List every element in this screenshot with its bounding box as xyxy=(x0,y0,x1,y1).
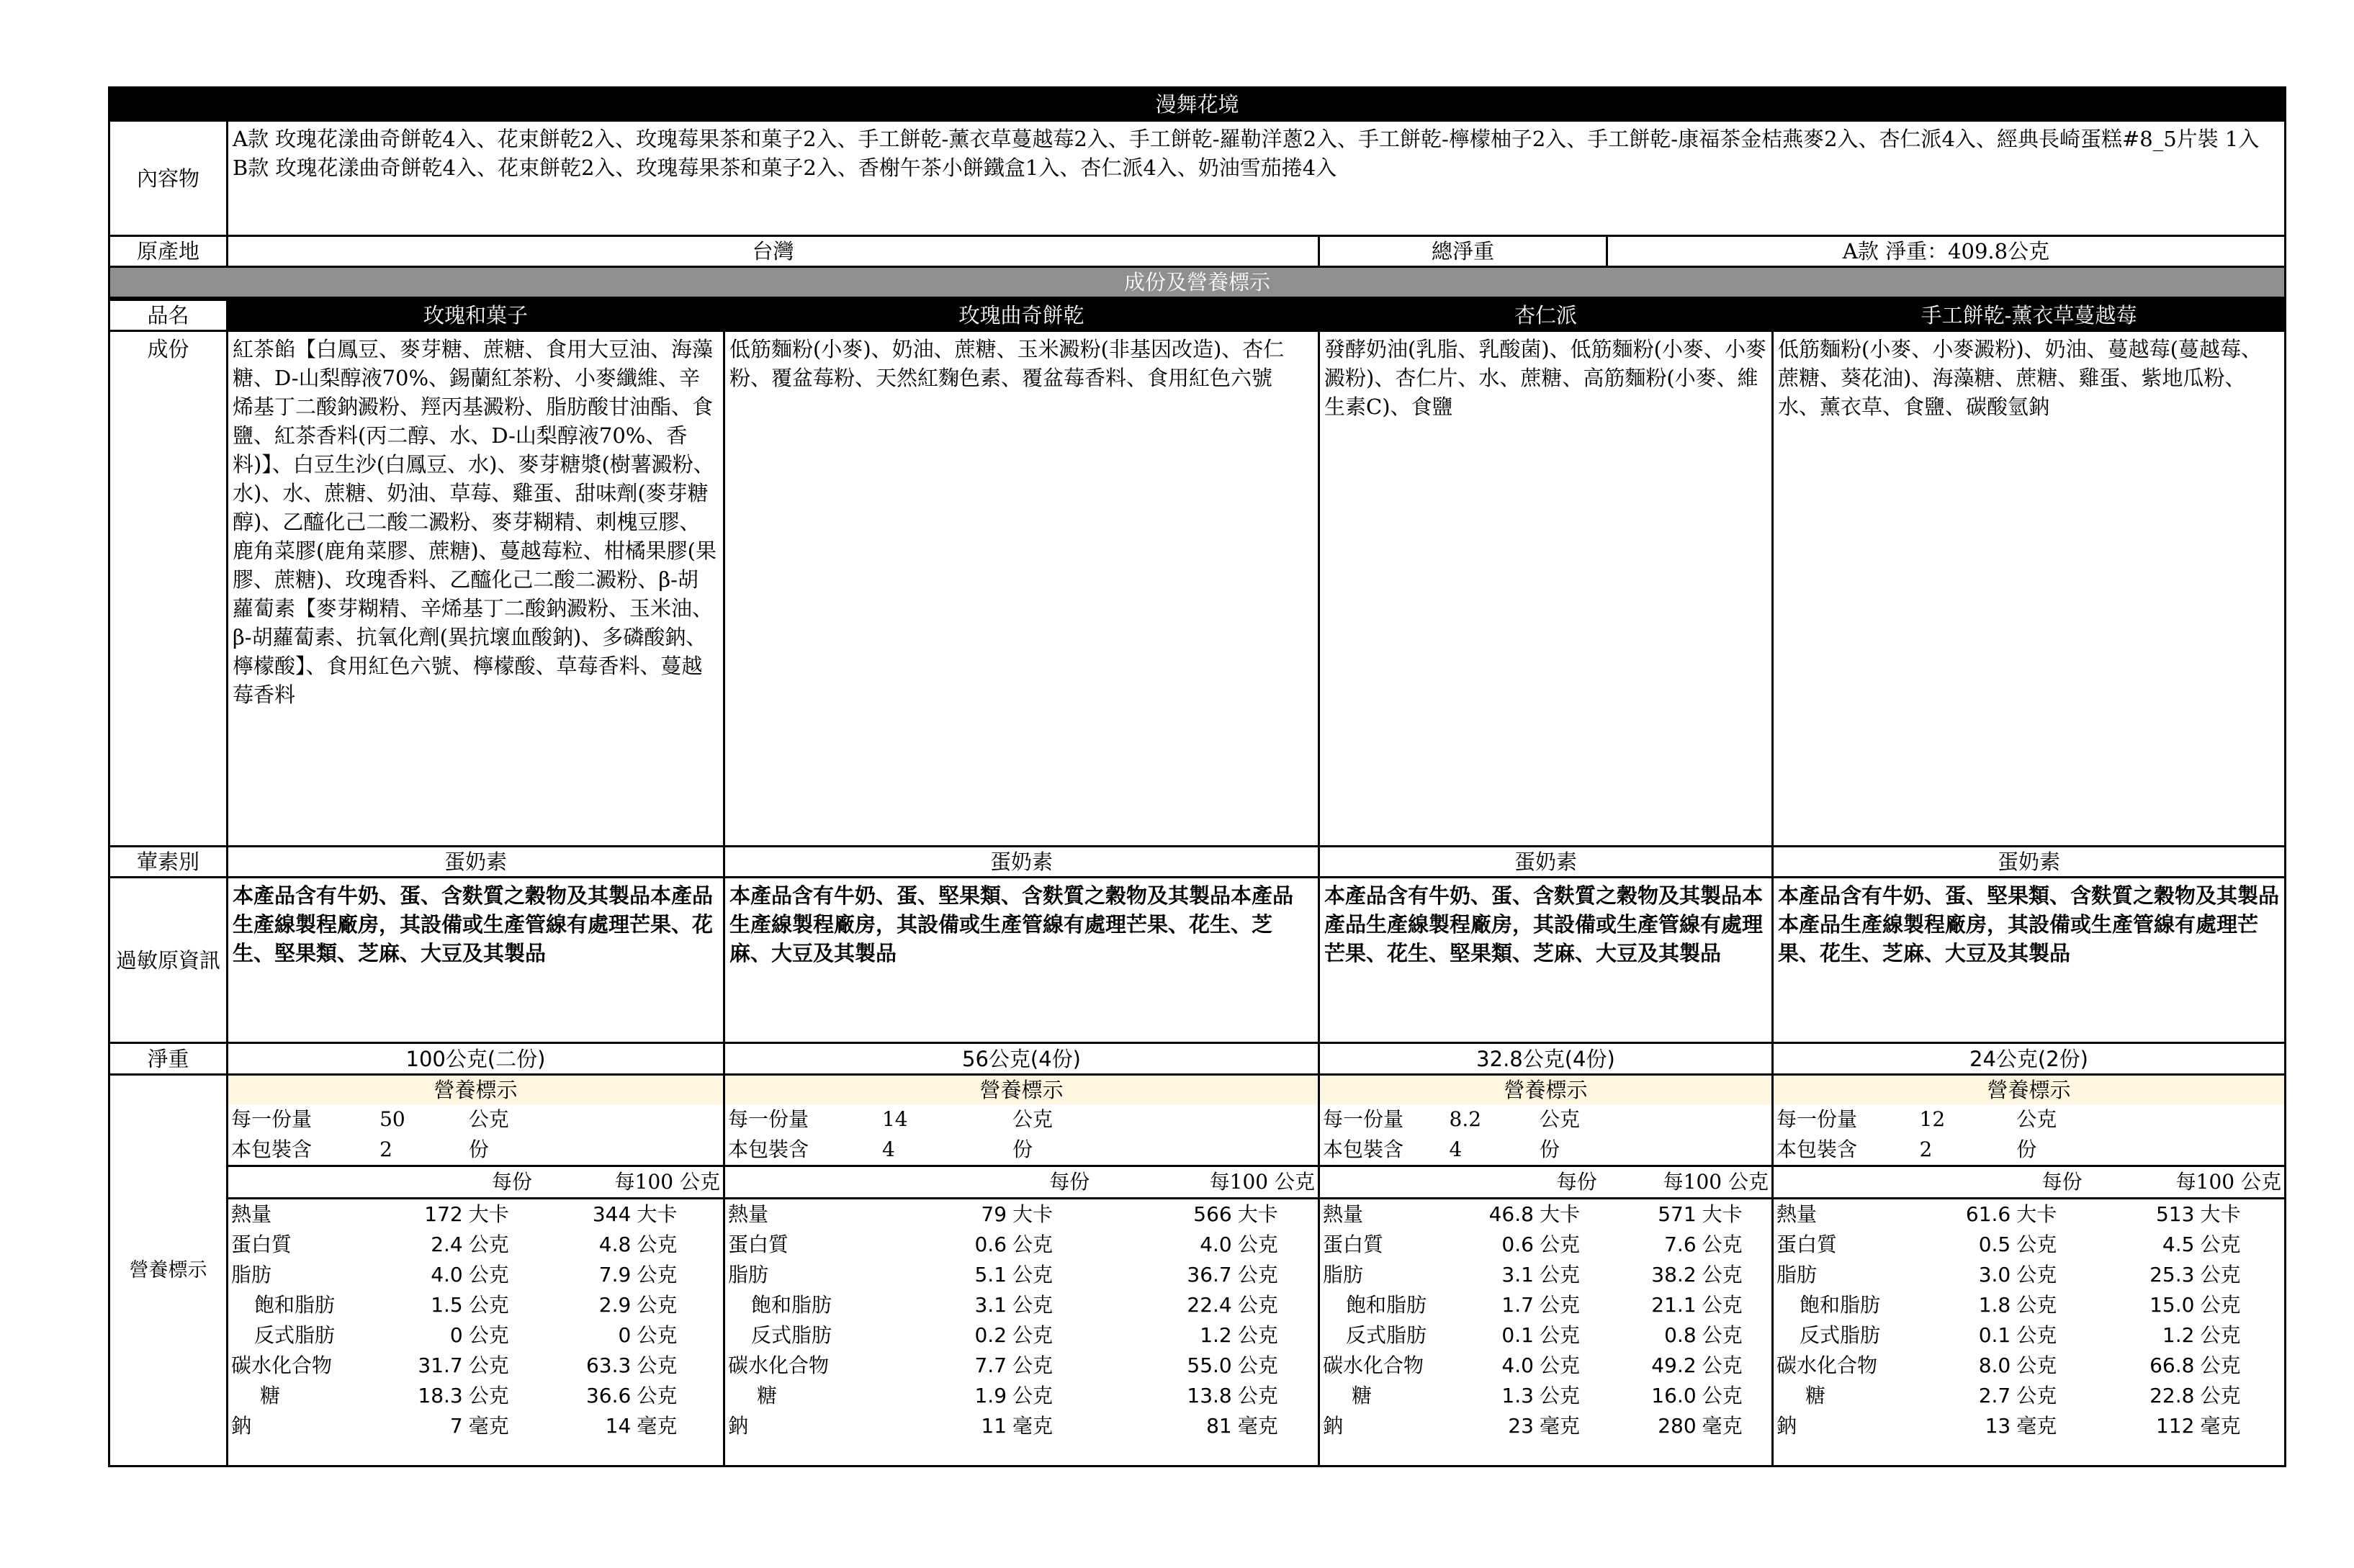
fat-100: 36.7 xyxy=(1187,1263,1232,1287)
gram-unit: 公克 xyxy=(637,1293,678,1317)
serving-size-unit: 公克 xyxy=(468,1107,509,1131)
nutrition-table xyxy=(725,1104,1318,1441)
trans-fat-label: 反式脂肪 xyxy=(1800,1323,1881,1347)
gram-unit: 公克 xyxy=(637,1353,678,1377)
servings-value: 4 xyxy=(1449,1137,1463,1161)
fat-serving: 3.1 xyxy=(1501,1263,1534,1287)
nutrition-panel-1 xyxy=(228,1075,724,1466)
protein-100: 4.0 xyxy=(1200,1233,1232,1256)
gram-unit: 公克 xyxy=(1702,1384,1743,1407)
per-100-header: 每100 公克 xyxy=(2085,1166,2284,1199)
sat-fat-label: 飽和脂肪 xyxy=(1800,1293,1881,1317)
product-detail-table xyxy=(108,299,2286,1467)
gram-unit: 公克 xyxy=(637,1384,678,1407)
sugar-100: 16.0 xyxy=(1651,1384,1697,1407)
diet-1: 蛋奶素 xyxy=(228,847,724,878)
mg-unit: 毫克 xyxy=(637,1414,678,1438)
allergen-label: 過敏原資訊 xyxy=(109,878,228,1043)
net-weight-3: 32.8公克(4份) xyxy=(1319,1043,1773,1075)
gram-unit: 公克 xyxy=(1237,1233,1278,1256)
trans-fat-100: 0 xyxy=(618,1323,632,1347)
sodium-serving: 11 xyxy=(981,1414,1007,1438)
trans-fat-label: 反式脂肪 xyxy=(254,1323,336,1347)
trans-fat-100: 1.2 xyxy=(1200,1323,1232,1347)
gram-unit: 公克 xyxy=(1012,1323,1054,1347)
nutrition-table xyxy=(1774,1104,2284,1441)
mg-unit: 毫克 xyxy=(2016,1414,2057,1438)
gram-unit: 公克 xyxy=(1702,1293,1743,1317)
serving-size-label: 每一份量 xyxy=(728,1107,809,1131)
servings-unit: 份 xyxy=(1012,1137,1033,1161)
protein-100: 4.8 xyxy=(598,1233,632,1256)
sat-fat-serving: 1.5 xyxy=(431,1293,463,1317)
net-total-value: A款 淨重：409.8公克 xyxy=(1607,236,2286,267)
gram-unit: 公克 xyxy=(2016,1293,2057,1317)
trans-fat-label: 反式脂肪 xyxy=(751,1323,832,1347)
calories-serving: 79 xyxy=(879,1199,1010,1230)
gram-unit: 公克 xyxy=(2200,1384,2241,1407)
gram-unit: 公克 xyxy=(1539,1263,1580,1287)
sodium-label: 鈉 xyxy=(231,1414,252,1438)
gram-unit: 公克 xyxy=(637,1323,678,1347)
gram-unit: 公克 xyxy=(2016,1323,2057,1347)
diet-2: 蛋奶素 xyxy=(724,847,1319,878)
servings-label: 本包裝含 xyxy=(1776,1137,1858,1161)
serving-size-value: 12 xyxy=(1919,1107,1946,1131)
per-100-header: 每100 公克 xyxy=(535,1166,723,1199)
serving-size-unit: 公克 xyxy=(1012,1107,1054,1131)
gram-unit: 公克 xyxy=(1237,1384,1278,1407)
gram-unit: 公克 xyxy=(468,1263,509,1287)
product-name-1: 玫瑰和菓子 xyxy=(228,300,724,331)
fat-serving: 4.0 xyxy=(431,1263,463,1287)
servings-unit: 份 xyxy=(468,1137,489,1161)
gram-unit: 公克 xyxy=(1012,1233,1054,1256)
carbs-serving: 7.7 xyxy=(974,1353,1007,1377)
gram-unit: 公克 xyxy=(2016,1384,2057,1407)
product-name-4: 手工餅乾-薰衣草蔓越莓 xyxy=(1773,300,2286,331)
protein-100: 4.5 xyxy=(2162,1233,2195,1256)
gram-unit: 公克 xyxy=(1702,1233,1743,1256)
gram-unit: 公克 xyxy=(1237,1323,1278,1347)
servings-unit: 份 xyxy=(1539,1137,1560,1161)
sodium-label: 鈉 xyxy=(728,1414,749,1438)
sat-fat-label: 飽和脂肪 xyxy=(1346,1293,1427,1317)
servings-value: 2 xyxy=(379,1137,392,1161)
protein-label: 蛋白質 xyxy=(1323,1233,1384,1256)
servings-label: 本包裝含 xyxy=(728,1137,809,1161)
calories-label: 熱量 xyxy=(228,1199,377,1230)
protein-label: 蛋白質 xyxy=(1776,1233,1838,1256)
sugar-100: 22.8 xyxy=(2149,1384,2195,1407)
gram-unit: 公克 xyxy=(1237,1263,1278,1287)
protein-serving: 0.6 xyxy=(974,1233,1007,1256)
ingredients-label: 成份 xyxy=(109,331,228,847)
diet-3: 蛋奶素 xyxy=(1319,847,1773,878)
gram-unit: 公克 xyxy=(1237,1293,1278,1317)
trans-fat-serving: 0.1 xyxy=(1501,1323,1534,1347)
allergen-2: 本產品含有牛奶、蛋、堅果類、含麩質之穀物及其製品本產品生產線製程廠房，其設備或生產管線有處理芒果、花生、芝麻、大豆及其製品 xyxy=(724,878,1319,1043)
net-weight-label: 淨重 xyxy=(109,1043,228,1075)
nutrition-header: 營養標示 xyxy=(228,1076,723,1104)
sat-fat-100: 21.1 xyxy=(1651,1293,1697,1317)
gram-unit: 公克 xyxy=(2016,1233,2057,1256)
product-label-sheet xyxy=(108,86,2284,1467)
name-label: 品名 xyxy=(109,300,228,331)
gram-unit: 公克 xyxy=(1702,1263,1743,1287)
product-label-table xyxy=(108,86,2286,299)
gram-unit: 公克 xyxy=(1539,1233,1580,1256)
gram-unit: 公克 xyxy=(2200,1263,2241,1287)
allergen-3: 本產品含有牛奶、蛋、含麩質之穀物及其製品本產品生產線製程廠房，其設備或生產管線有處理芒果、花生、堅果類、芝麻、大豆及其製品 xyxy=(1319,878,1773,1043)
servings-label: 本包裝含 xyxy=(231,1137,313,1161)
nutrition-header: 營養標示 xyxy=(1774,1076,2284,1104)
kcal-unit: 大卡 xyxy=(1235,1199,1318,1230)
section-title: 成份及營養標示 xyxy=(109,267,2286,298)
contents-b: B款 玫瑰花漾曲奇餅乾4入、花束餅乾2入、玫瑰莓果茶和菓子2入、香榭午茶小餅鐵盒1入、杏仁派4入、奶油雪茄捲4入 xyxy=(233,156,1337,180)
gram-unit: 公克 xyxy=(468,1353,509,1377)
kcal-unit: 大卡 xyxy=(1699,1199,1771,1230)
sat-fat-serving: 1.8 xyxy=(1978,1293,2011,1317)
contents-label: 內容物 xyxy=(109,121,228,236)
carbs-serving: 31.7 xyxy=(418,1353,463,1377)
trans-fat-100: 1.2 xyxy=(2162,1323,2195,1347)
gram-unit: 公克 xyxy=(1012,1263,1054,1287)
carbs-100: 49.2 xyxy=(1651,1353,1697,1377)
sugar-100: 36.6 xyxy=(585,1384,632,1407)
ingredients-3: 發酵奶油(乳脂、乳酸菌)、低筋麵粉(小麥、小麥澱粉)、杏仁片、水、蔗糖、高筋麵粉(小麥、維生素C)、食鹽 xyxy=(1319,331,1773,847)
gram-unit: 公克 xyxy=(468,1323,509,1347)
protein-label: 蛋白質 xyxy=(231,1233,292,1256)
calories-100: 344 xyxy=(535,1199,634,1230)
sodium-serving: 23 xyxy=(1508,1414,1534,1438)
gram-unit: 公克 xyxy=(1702,1353,1743,1377)
fat-label: 脂肪 xyxy=(1323,1263,1364,1287)
serving-size-label: 每一份量 xyxy=(231,1107,313,1131)
gram-unit: 公克 xyxy=(1539,1323,1580,1347)
gram-unit: 公克 xyxy=(468,1293,509,1317)
gram-unit: 公克 xyxy=(1539,1293,1580,1317)
net-weight-1: 100公克(二份) xyxy=(228,1043,724,1075)
product-name-2: 玫瑰曲奇餅乾 xyxy=(724,300,1319,331)
sodium-label: 鈉 xyxy=(1323,1414,1344,1438)
gram-unit: 公克 xyxy=(1012,1293,1054,1317)
fat-serving: 5.1 xyxy=(974,1263,1007,1287)
sugar-serving: 18.3 xyxy=(418,1384,463,1407)
serving-size-unit: 公克 xyxy=(2016,1107,2057,1131)
carbs-100: 66.8 xyxy=(2149,1353,2195,1377)
serving-size-label: 每一份量 xyxy=(1323,1107,1404,1131)
carbs-100: 55.0 xyxy=(1187,1353,1232,1377)
gram-unit: 公克 xyxy=(1012,1353,1054,1377)
gram-unit: 公克 xyxy=(1012,1384,1054,1407)
calories-100: 513 xyxy=(2085,1199,2197,1230)
protein-serving: 0.6 xyxy=(1501,1233,1534,1256)
carbs-serving: 8.0 xyxy=(1978,1353,2011,1377)
page-title: 漫舞花境 xyxy=(109,88,2286,121)
nutrition-table xyxy=(1320,1104,1771,1441)
mg-unit: 毫克 xyxy=(468,1414,509,1438)
calories-serving: 172 xyxy=(377,1199,466,1230)
nutrition-label: 營養標示 xyxy=(109,1075,228,1466)
sodium-100: 81 xyxy=(1206,1414,1232,1438)
net-weight-4: 24公克(2份) xyxy=(1773,1043,2286,1075)
gram-unit: 公克 xyxy=(468,1384,509,1407)
mg-unit: 毫克 xyxy=(1539,1414,1580,1438)
serving-size-value: 50 xyxy=(379,1107,405,1131)
kcal-unit: 大卡 xyxy=(2197,1199,2284,1230)
servings-unit: 份 xyxy=(2016,1137,2037,1161)
sat-fat-serving: 3.1 xyxy=(974,1293,1007,1317)
kcal-unit: 大卡 xyxy=(2013,1199,2085,1230)
diet-label: 葷素別 xyxy=(109,847,228,878)
calories-100: 566 xyxy=(1092,1199,1235,1230)
sat-fat-100: 15.0 xyxy=(2149,1293,2195,1317)
gram-unit: 公克 xyxy=(2200,1233,2241,1256)
gram-unit: 公克 xyxy=(2016,1353,2057,1377)
gram-unit: 公克 xyxy=(2200,1293,2241,1317)
sugar-serving: 1.9 xyxy=(974,1384,1007,1407)
sodium-label: 鈉 xyxy=(1776,1414,1797,1438)
fat-label: 脂肪 xyxy=(231,1263,272,1287)
gram-unit: 公克 xyxy=(2200,1353,2241,1377)
diet-4: 蛋奶素 xyxy=(1773,847,2286,878)
sat-fat-100: 2.9 xyxy=(598,1293,632,1317)
calories-serving: 61.6 xyxy=(1917,1199,2014,1230)
protein-100: 7.6 xyxy=(1664,1233,1697,1256)
fat-label: 脂肪 xyxy=(728,1263,769,1287)
sodium-100: 280 xyxy=(1658,1414,1697,1438)
trans-fat-serving: 0.1 xyxy=(1978,1323,2011,1347)
mg-unit: 毫克 xyxy=(1012,1414,1054,1438)
calories-label: 熱量 xyxy=(1320,1199,1447,1230)
fat-100: 7.9 xyxy=(598,1263,632,1287)
trans-fat-serving: 0 xyxy=(449,1323,463,1347)
gram-unit: 公克 xyxy=(2200,1323,2241,1347)
sugar-label: 糖 xyxy=(1805,1384,1826,1407)
per-serving-header: 每份 xyxy=(1917,1166,2085,1199)
sodium-100: 14 xyxy=(605,1414,632,1438)
net-total-label: 總淨重 xyxy=(1319,236,1607,267)
per-100-header: 每100 公克 xyxy=(1600,1166,1771,1199)
per-100-header: 每100 公克 xyxy=(1092,1166,1318,1199)
nutrition-header: 營養標示 xyxy=(725,1076,1318,1104)
allergen-4: 本產品含有牛奶、蛋、堅果類、含麩質之穀物及其製品本產品生產線製程廠房，其設備或生產管線有處理芒果、花生、芝麻、大豆及其製品 xyxy=(1773,878,2286,1043)
carbs-100: 63.3 xyxy=(585,1353,632,1377)
servings-value: 2 xyxy=(1919,1137,1933,1161)
gram-unit: 公克 xyxy=(637,1233,678,1256)
per-serving-header: 每份 xyxy=(377,1166,535,1199)
gram-unit: 公克 xyxy=(1539,1384,1580,1407)
protein-label: 蛋白質 xyxy=(728,1233,789,1256)
fat-100: 38.2 xyxy=(1651,1263,1697,1287)
gram-unit: 公克 xyxy=(2016,1263,2057,1287)
sugar-label: 糖 xyxy=(260,1384,281,1407)
contents-cell xyxy=(228,121,2286,236)
carbs-label: 碳水化合物 xyxy=(1323,1353,1424,1377)
gram-unit: 公克 xyxy=(637,1263,678,1287)
calories-label: 熱量 xyxy=(1774,1199,1917,1230)
protein-serving: 0.5 xyxy=(1978,1233,2011,1256)
fat-label: 脂肪 xyxy=(1776,1263,1818,1287)
mg-unit: 毫克 xyxy=(2200,1414,2241,1438)
sugar-100: 13.8 xyxy=(1187,1384,1232,1407)
trans-fat-label: 反式脂肪 xyxy=(1346,1323,1427,1347)
ingredients-4: 低筋麵粉(小麥、小麥澱粉)、奶油、蔓越莓(蔓越莓、蔗糖、葵花油)、海藻糖、蔗糖、雞蛋、紫地瓜粉、水、薰衣草、食鹽、碳酸氫鈉 xyxy=(1773,331,2286,847)
carbs-label: 碳水化合物 xyxy=(1776,1353,1878,1377)
sodium-serving: 13 xyxy=(1985,1414,2011,1438)
mg-unit: 毫克 xyxy=(1702,1414,1743,1438)
ingredients-1: 紅茶餡【白鳳豆、麥芽糖、蔗糖、食用大豆油、海藻糖、D-山梨醇液70%、錫蘭紅茶粉、小麥纖維、辛烯基丁二酸鈉澱粉、羥丙基澱粉、脂肪酸甘油酯、食鹽、紅茶香料(丙二醇、水、D-山梨醇液70%、香料)】、白豆生沙(白鳳豆、水)、麥芽糖漿(樹薯澱粉、水)、水、蔗糖、奶油、草莓、雞蛋、甜味劑(麥芽糖醇)、乙醯化己二酸二澱粉、麥芽糊精、刺槐豆膠、鹿角菜膠(鹿角菜膠、蔗糖)、蔓越莓粒、柑橘果膠(果膠、蔗糖)、玫瑰香料、乙醯化己二酸二澱粉、β-胡蘿蔔素【麥芽糊精、辛烯基丁二酸鈉澱粉、玉米油、β-胡蘿蔔素、抗氧化劑(異抗壞血酸鈉)、多磷酸鈉、檸檬酸】、食用紅色六號、檸檬酸、草莓香料、蔓越莓香料 xyxy=(228,331,724,847)
allergen-1: 本產品含有牛奶、蛋、含麩質之穀物及其製品本產品生產線製程廠房，其設備或生產管線有處理芒果、花生、堅果類、芝麻、大豆及其製品 xyxy=(228,878,724,1043)
calories-100: 571 xyxy=(1600,1199,1699,1230)
sat-fat-100: 22.4 xyxy=(1187,1293,1232,1317)
serving-size-value: 8.2 xyxy=(1449,1107,1482,1131)
mg-unit: 毫克 xyxy=(1237,1414,1278,1438)
gram-unit: 公克 xyxy=(1237,1353,1278,1377)
servings-label: 本包裝含 xyxy=(1323,1137,1404,1161)
sodium-100: 112 xyxy=(2155,1414,2195,1438)
sugar-serving: 2.7 xyxy=(1978,1384,2011,1407)
ingredients-2: 低筋麵粉(小麥)、奶油、蔗糖、玉米澱粉(非基因改造)、杏仁粉、覆盆莓粉、天然紅麴色素、覆盆莓香料、食用紅色六號 xyxy=(724,331,1319,847)
kcal-unit: 大卡 xyxy=(1010,1199,1092,1230)
gram-unit: 公克 xyxy=(1539,1353,1580,1377)
contents-a: A款 玫瑰花漾曲奇餅乾4入、花束餅乾2入、玫瑰莓果茶和菓子2入、手工餅乾-薰衣草蔓越莓2入、手工餅乾-羅勒洋蔥2入、手工餅乾-檸檬柚子2入、手工餅乾-康福茶金桔燕麥2入、杏仁派4入、經典長崎蛋糕#8_5片裝 1入 xyxy=(233,127,2260,151)
kcal-unit: 大卡 xyxy=(1537,1199,1600,1230)
trans-fat-serving: 0.2 xyxy=(974,1323,1007,1347)
net-weight-2: 56公克(4份) xyxy=(724,1043,1319,1075)
product-name-3: 杏仁派 xyxy=(1319,300,1773,331)
gram-unit: 公克 xyxy=(468,1233,509,1256)
protein-serving: 2.4 xyxy=(431,1233,463,1256)
carbs-label: 碳水化合物 xyxy=(728,1353,830,1377)
serving-size-label: 每一份量 xyxy=(1776,1107,1858,1131)
fat-100: 25.3 xyxy=(2149,1263,2195,1287)
nutrition-panel-2 xyxy=(724,1075,1319,1466)
per-serving-header: 每份 xyxy=(879,1166,1092,1199)
carbs-label: 碳水化合物 xyxy=(231,1353,333,1377)
sat-fat-serving: 1.7 xyxy=(1501,1293,1534,1317)
sugar-serving: 1.3 xyxy=(1501,1384,1534,1407)
nutrition-table xyxy=(228,1104,723,1441)
servings-value: 4 xyxy=(881,1137,895,1161)
sat-fat-label: 飽和脂肪 xyxy=(254,1293,336,1317)
carbs-serving: 4.0 xyxy=(1501,1353,1534,1377)
fat-serving: 3.0 xyxy=(1978,1263,2011,1287)
kcal-unit: 大卡 xyxy=(466,1199,535,1230)
calories-label: 熱量 xyxy=(725,1199,879,1230)
calories-serving: 46.8 xyxy=(1447,1199,1537,1230)
serving-size-unit: 公克 xyxy=(1539,1107,1580,1131)
origin-label: 原產地 xyxy=(109,236,228,267)
sodium-serving: 7 xyxy=(449,1414,463,1438)
origin-value: 台灣 xyxy=(228,236,1319,267)
sugar-label: 糖 xyxy=(757,1384,778,1407)
kcal-unit: 大卡 xyxy=(634,1199,723,1230)
serving-size-value: 14 xyxy=(881,1107,908,1131)
nutrition-header: 營養標示 xyxy=(1320,1076,1771,1104)
nutrition-panel-4 xyxy=(1773,1075,2286,1466)
trans-fat-100: 0.8 xyxy=(1664,1323,1697,1347)
nutrition-panel-3 xyxy=(1319,1075,1773,1466)
sat-fat-label: 飽和脂肪 xyxy=(751,1293,832,1317)
gram-unit: 公克 xyxy=(1702,1323,1743,1347)
per-serving-header: 每份 xyxy=(1447,1166,1600,1199)
sugar-label: 糖 xyxy=(1352,1384,1373,1407)
